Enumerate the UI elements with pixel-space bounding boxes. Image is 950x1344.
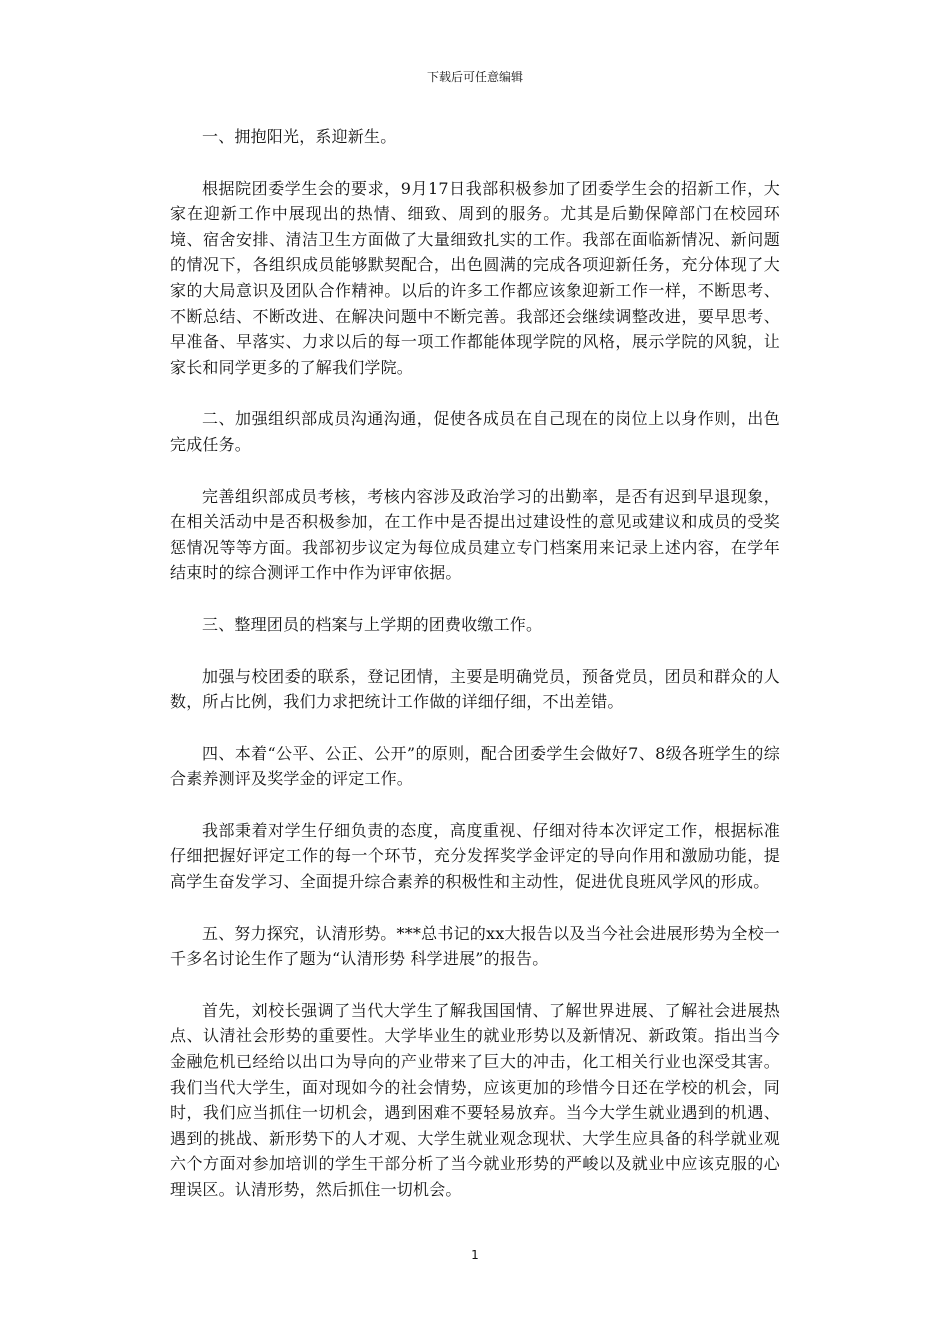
paragraph-employment: 首先，刘校长强调了当代大学生了解我国国情、了解世界进展、了解社会进展热点、认清社会形势的重要性。大学毕业生的就业形势以及新情况、新政策。指出当今金融危机已经给以出口为导向的产业带来了巨大的冲击，化工相关行业也深受其害。我们当代大学生，面对现如今的社会情势，应该更加的珍惜今日还在学校的机会，同时，我们应当抓住一切机会，遇到困难不要轻易放弃。当今大学生就业遇到的机遇、遇到的挑战、新形势下的人才观、大学生就业观念现状、大学生应具备的科学就业观六个方面对参加培训的学生干部分析了当今就业形势的严峻以及就业中应该克服的心理误区。认清形势，然后抓住一切机会。 (170, 1000, 780, 1199)
page-header-note: 下载后可任意编辑 (426, 70, 523, 84)
section-heading-3: 三、整理团员的档案与上学期的团费收缴工作。 (202, 614, 543, 634)
section-heading-1: 一、拥抱阳光，系迎新生。 (202, 127, 397, 146)
section-heading-5: 五、努力探究，认清形势。***总书记的xx大报告以及当今社会进展形势为全校一千多名讨论生作了题为“认清形势 科学进展”的报告。 (170, 923, 780, 969)
paragraph-assessment: 完善组织部成员考核，考核内容涉及政治学习的出勤率，是否有迟到早退现象，在相关活动中是否积极参加，在工作中是否提出过建设性的意见或建议和成员的受奖惩情况等等方面。我部初步议定为每位成员建立专门档案用来记录上述内容，在学年结束时的综合测评工作中作为评审依据。 (170, 486, 780, 583)
paragraph-liaison: 加强与校团委的联系，登记团情，主要是明确党员，预备党员，团员和群众的人数，所占比例，我们力求把统计工作做的详细仔细，不出差错。 (170, 666, 780, 712)
paragraph-orientation: 根据院团委学生会的要求，9月17日我部积极参加了团委学生会的招新工作，大家在迎新工作中展现出的热情、细致、周到的服务。尤其是后勤保障部门在校园环境、宿舍安排、清洁卫生方面做了大量细致扎实的工作。我部在面临新情况、新问题的情况下，各组织成员能够默契配合，出色圆满的完成各项迎新任务，充分体现了大家的大局意识及团队合作精神。以后的许多工作都应该象迎新工作一样，不断思考、不断总结、不断改进、在解决问题中不断完善。我部还会继续调整改进，要早思考、早准备、早落实、力求以后的每一项工作都能体现学院的风格，展示学院的风貌，让家长和同学更多的了解我们学院。 (170, 178, 780, 377)
section-heading-4: 四、本着“公平、公正、公开”的原则，配合团委学生会做好7、8级各班学生的综合素养测评及奖学金的评定工作。 (170, 743, 780, 789)
document-body (170, 124, 780, 1229)
page-number: 1 (471, 1248, 479, 1262)
paragraph-evaluation: 我部秉着对学生仔细负责的态度，高度重视、仔细对待本次评定工作，根据标准仔细把握好评定工作的每一个环节，充分发挥奖学金评定的导向作用和激励功能，提高学生奋发学习、全面提升综合素养的积极性和主动性，促进优良班风学风的形成。 (170, 820, 780, 892)
section-heading-2: 二、加强组织部成员沟通沟通，促使各成员在自己现在的岗位上以身作则，出色完成任务。 (170, 409, 780, 454)
